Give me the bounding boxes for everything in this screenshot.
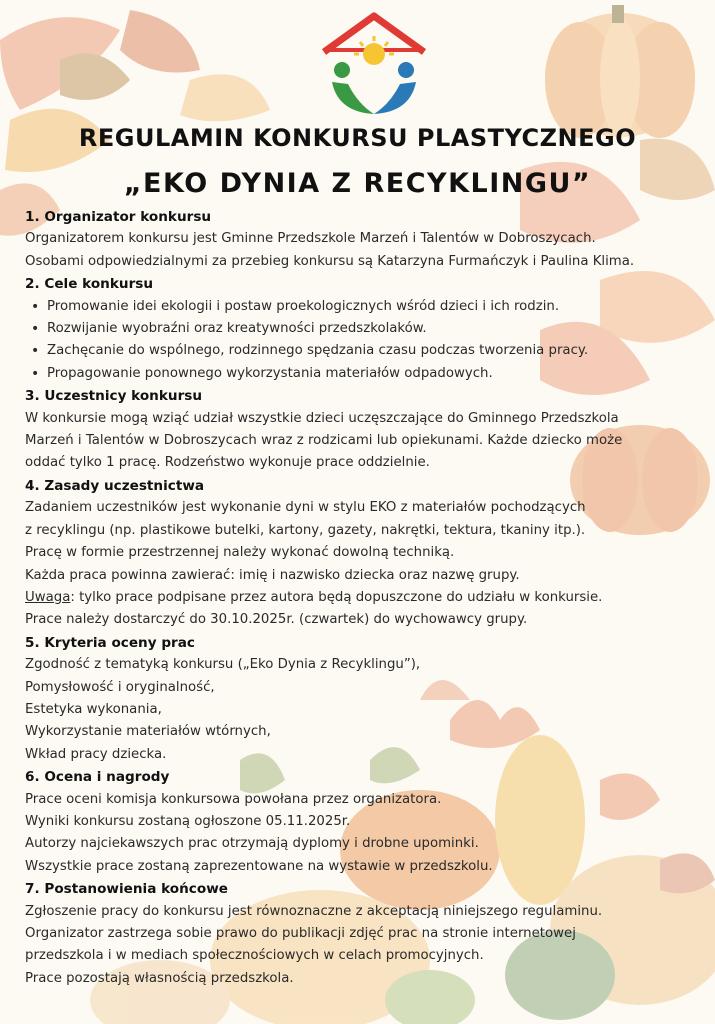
section-text-line: Wkład pracy dziecka. [25,746,167,762]
section-text-line: oddać tylko 1 pracę. Rodzeństwo wykonuje prace oddzielnie. [25,455,430,471]
note-label: Uwaga [25,589,71,605]
contest-name: „EKO DYNIA Z RECYKLINGU” [123,168,592,199]
kindergarten-logo [318,12,430,120]
pumpkin-top-right-decoration [545,5,695,138]
section-text-line: Prace pozostają własnością przedszkola. [25,970,294,986]
section-text-line: Zgodność z tematyką konkursu („Eko Dynia z Recyklingu”), [25,657,421,673]
list-item: • Propagowanie ponownego wykorzystania materiałów odpadowych. [25,363,705,385]
regulations-content [25,206,705,990]
section-text-line: Zgłoszenie pracy do konkursu jest równoznaczne z akceptacją niniejszego regulaminu. [25,903,603,919]
section-text-line: Autorzy najciekawszych prac otrzymają dyplomy i drobne upominki. [25,836,479,852]
section-heading-final: 7. Postanowienia końcowe [25,881,228,898]
section-text-line: Prace oceni komisja konkursowa powołana przez organizatora. [25,791,442,807]
page-title: REGULAMIN KONKURSU PLASTYCZNEGO [78,124,637,152]
section-text-line: Estetyka wykonania, [25,701,162,717]
section-text-line: Marzeń i Talentów w Dobroszycach wraz z rodzicami lub opiekunami. Każde dziecko może [25,433,623,449]
section-text-line: przedszkola i w mediach społecznościowych w celach promocyjnych. [25,948,484,964]
section-text-line: Zadaniem uczestników jest wykonanie dyni w stylu EKO z materiałów pochodzących [25,500,586,516]
child-green-icon [332,62,374,114]
goals-list [25,296,705,386]
list-item: • Zachęcanie do wspólnego, rodzinnego spędzania czasu podczas tworzenia pracy. [25,340,705,362]
section-text-line: z recyklingu (np. plastikowe butelki, kartony, gazety, nakrętki, tektura, tkaniny itp.). [25,522,586,538]
section-text-line: Organizator zastrzega sobie prawo do publikacji zdjęć prac na stronie internetowej [25,926,576,941]
section-heading-awards: 6. Ocena i nagrody [25,769,170,786]
section-text-line: Osobami odpowiedzialnymi za przebieg konkursu są Katarzyna Furmańczyk i Paulina Klima. [25,253,635,269]
section-text-line: Każda praca powinna zawierać: imię i nazwisko dziecka oraz nazwę grupy. [25,567,520,583]
section-heading-participants: 3. Uczestnicy konkursu [25,388,203,405]
note-line [25,587,705,609]
leaves-top-left-decoration [0,10,270,236]
section-heading-rules: 4. Zasady uczestnictwa [25,477,205,494]
note-text: : tylko prace podpisane przez autora będą dopuszczone do udziału w konkursie. [70,589,603,605]
section-text-line: W konkursie mogą wziąć udział wszystkie dzieci uczęszczające do Gminnego Przedszkola [25,410,619,426]
section-heading-goals: 2. Cele konkursu [25,276,154,293]
section-heading-criteria: 5. Kryteria oceny prac [25,634,195,651]
section-text-line: Pomysłowość i oryginalność, [25,679,215,695]
deadline-line: Prace należy dostarczyć do 30.10.2025r. (czwartek) do wychowawcy grupy. [25,612,528,628]
section-text-line: Wszystkie prace zostaną zaprezentowane na wystawie w przedszkolu. [25,858,493,874]
section-text-line: Wykorzystanie materiałów wtórnych, [25,724,271,740]
list-item: • Promowanie idei ekologii i postaw proekologicznych wśród dzieci i ich rodzin. [25,296,705,318]
child-blue-icon [374,62,416,114]
list-item: • Rozwijanie wyobraźni oraz kreatywności przedszkolaków. [25,318,705,340]
section-text-line: Pracę w formie przestrzennej należy wykonać dowolną techniką. [25,545,455,561]
section-heading-organizer: 1. Organizator konkursu [25,209,212,225]
section-text-line: Wyniki konkursu zostaną ogłoszone 05.11.2025r. [25,813,351,829]
section-text-line: Organizatorem konkursu jest Gminne Przedszkole Marzeń i Talentów w Dobroszycach. [25,231,596,247]
